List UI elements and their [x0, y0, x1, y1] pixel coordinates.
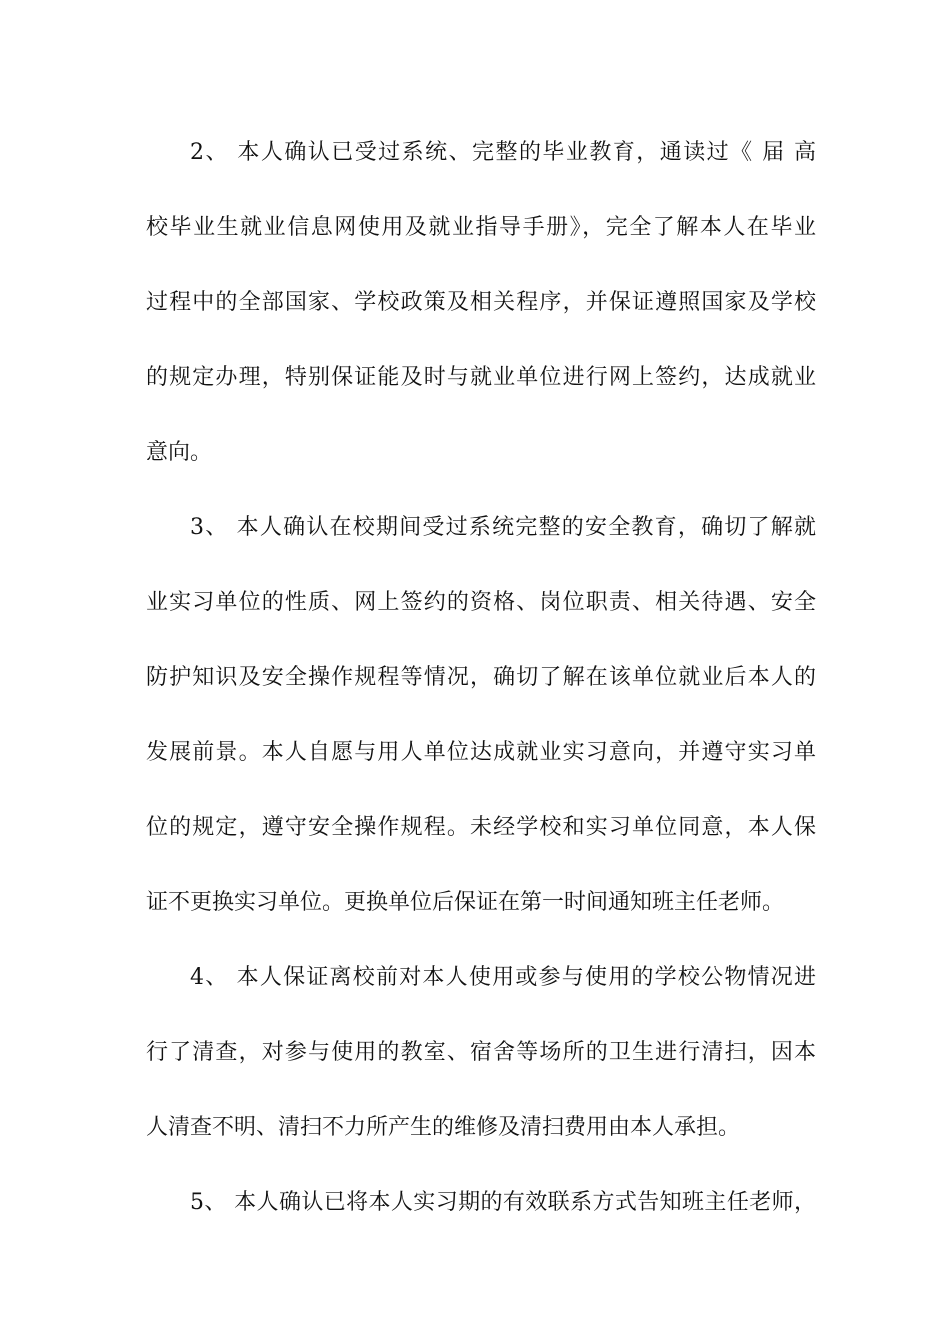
paragraph-2-line-4: 的规定办理，特别保证能及时与就业单位进行网上签约，达成就业 [146, 365, 816, 390]
paragraph-4-line-2: 行了清查，对参与使用的教室、宿舍等场所的卫生进行清扫，因本 [146, 1040, 816, 1065]
paragraph-3-line-1: 3、 本人确认在校期间受过系统完整的安全教育，确切了解就 [190, 515, 816, 540]
paragraph-5-line-1: 5、 本人确认已将本人实习期的有效联系方式告知班主任老师， [190, 1190, 816, 1215]
paragraph-2-line-2: 校毕业生就业信息网使用及就业指导手册》，完全了解本人在毕业 [146, 215, 816, 240]
paragraph-4-line-3: 人清查不明、清扫不力所产生的维修及清扫费用由本人承担。 [146, 1115, 741, 1140]
paragraph-2-line-1: 2、 本人确认已受过系统、完整的毕业教育，通读过《 届 高 [190, 140, 816, 165]
paragraph-3-line-3: 防护知识及安全操作规程等情况，确切了解在该单位就业后本人的 [146, 665, 816, 690]
paragraph-3-line-4: 发展前景。本人自愿与用人单位达成就业实习意向，并遵守实习单 [146, 740, 816, 765]
paragraph-3-line-5: 位的规定，遵守安全操作规程。未经学校和实习单位同意，本人保 [146, 815, 816, 840]
paragraph-4-line-1: 4、 本人保证离校前对本人使用或参与使用的学校公物情况进 [190, 965, 816, 990]
paragraph-2-line-3: 过程中的全部国家、学校政策及相关程序，并保证遵照国家及学校 [146, 290, 816, 315]
document-body [146, 130, 816, 1255]
paragraph-3-line-6: 证不更换实习单位。更换单位后保证在第一时间通知班主任老师。 [146, 890, 785, 915]
paragraph-3-line-2: 业实习单位的性质、网上签约的资格、岗位职责、相关待遇、安全 [146, 590, 816, 615]
paragraph-2-line-5: 意向。 [146, 440, 213, 465]
